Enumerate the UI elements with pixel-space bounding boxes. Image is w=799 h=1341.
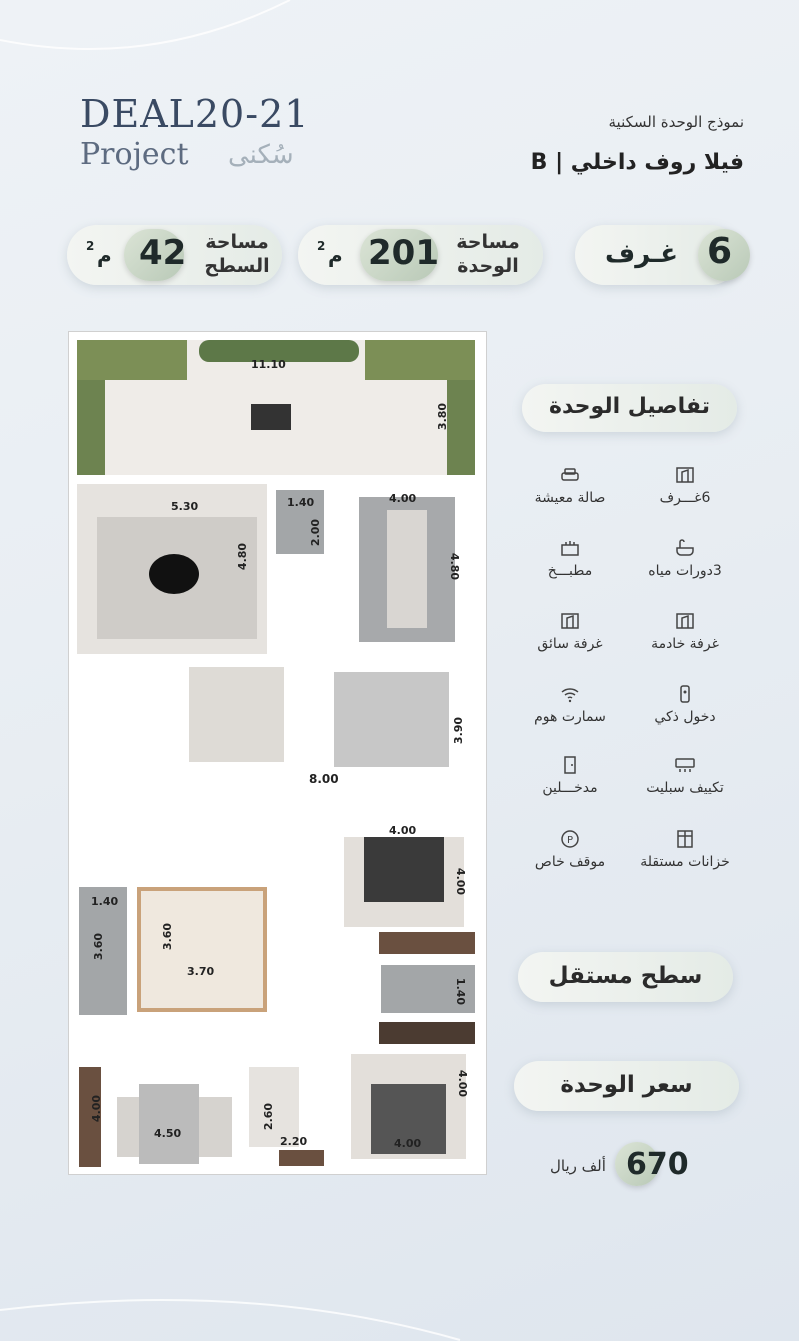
roof-area-label-1: مساحة (205, 231, 269, 253)
plan-planter (77, 380, 105, 475)
roof-area-unit: م (97, 243, 112, 267)
unit-area-sup: 2 (317, 239, 326, 253)
feature-item (505, 537, 635, 579)
roof-area-sup: 2 (86, 239, 95, 253)
plan-wardrobe (279, 1150, 324, 1166)
feature-item (620, 610, 750, 652)
unit-area-label-2: الوحدة (457, 255, 519, 277)
feature-label: غرفة سائق (537, 636, 603, 652)
door-icon (505, 754, 635, 776)
feature-label: دخول ذكي (654, 709, 716, 725)
dim-label: 3.90 (452, 716, 466, 745)
brand-arabic-logo: سُكنى (228, 140, 294, 170)
dim-label: 2.20 (280, 1135, 308, 1148)
dim-label: 4.00 (389, 492, 417, 505)
plan-bed (364, 837, 444, 902)
plan-bed (139, 1084, 199, 1164)
dim-label: 1.40 (91, 895, 119, 908)
wardrobe-icon (620, 828, 750, 850)
feature-label: 3دورات مياه (648, 563, 722, 579)
feature-label: 6غـــرف (659, 490, 711, 506)
parking-icon (505, 828, 635, 850)
feature-item (505, 828, 635, 870)
feature-label: موقف خاص (534, 854, 606, 870)
feature-label: تكييف سبليت (646, 780, 724, 796)
ac-icon (620, 754, 750, 776)
room-icon (620, 464, 750, 486)
svg-text:P: P (566, 835, 574, 846)
feature-item (620, 537, 750, 579)
rooms-pill (575, 225, 740, 285)
decor-swoosh-bottom (0, 1290, 799, 1341)
dim-label: 4.00 (394, 1137, 422, 1150)
feature-item (505, 683, 635, 725)
feature-item (620, 464, 750, 506)
unit-area-value: 201 (368, 233, 439, 273)
plan-lounge (189, 667, 284, 762)
dim-label: 4.80 (448, 552, 462, 581)
dim-label: 4.50 (154, 1127, 182, 1140)
roof-area-value: 42 (139, 233, 187, 273)
unit-area-unit: م (328, 243, 343, 267)
plan-kitchen (137, 887, 267, 1012)
unit-area-label-1: مساحة (456, 231, 520, 253)
dim-label: 4.00 (389, 824, 417, 837)
feature-label: صالة معيشة (534, 490, 606, 506)
wifi-icon (505, 683, 635, 705)
rooms-label: غـرف (605, 239, 679, 269)
room-icon (620, 610, 750, 632)
price-heading-pill (514, 1061, 739, 1111)
feature-label: غرفة خادمة (651, 636, 719, 652)
plan-wardrobe (379, 932, 475, 954)
feature-label: سمارت هوم (534, 709, 606, 725)
dim-label: 1.40 (287, 496, 315, 509)
dim-label: 3.80 (436, 402, 450, 431)
feature-item (505, 610, 635, 652)
price-heading: سعر الوحدة (560, 1072, 693, 1098)
brand-title: DEAL20-21 (80, 92, 310, 136)
dim-label: 11.10 (251, 358, 286, 371)
dim-label: 1.40 (454, 977, 468, 1006)
feature-item (505, 464, 635, 506)
dim-label: 3.70 (187, 965, 215, 978)
details-heading: تفاصيل الوحدة (548, 394, 711, 419)
model-label: نموذج الوحدة السكنية (608, 113, 744, 131)
roof-area-label-2: السطح (204, 255, 270, 277)
dim-label: 3.60 (92, 932, 106, 961)
feature-item (505, 754, 635, 796)
feature-label: مطبـــخ (547, 563, 593, 579)
plan-table (251, 404, 291, 430)
details-heading-pill (522, 384, 737, 432)
feature-item (620, 828, 750, 870)
room-icon (505, 610, 635, 632)
dim-label: 3.60 (161, 922, 175, 951)
unit-area-pill (298, 225, 543, 285)
roof-pill (518, 952, 733, 1002)
dim-label: 4.80 (236, 542, 250, 571)
feature-item (620, 683, 750, 725)
plan-lounge-rug (334, 672, 449, 767)
brand-subtitle: Project (80, 137, 189, 172)
plan-wardrobe (379, 1022, 475, 1044)
dim-label: 4.00 (454, 867, 468, 896)
floor-plan (68, 331, 487, 1175)
bathtub-icon (620, 537, 750, 559)
rooms-number: 6 (707, 231, 733, 272)
feature-label: خزانات مستقلة (640, 854, 730, 870)
dim-label: 8.00 (309, 772, 339, 786)
dim-label: 2.60 (262, 1102, 276, 1131)
kitchen-icon (505, 537, 635, 559)
dim-label: 5.30 (171, 500, 199, 513)
feature-item (620, 754, 750, 796)
dim-label: 2.00 (309, 518, 323, 547)
price-currency: ألف ريال (550, 1157, 606, 1175)
plan-planter (365, 340, 475, 380)
dim-label: 4.00 (456, 1069, 470, 1098)
roof-area-pill (67, 225, 282, 285)
plan-planter (77, 340, 187, 380)
feature-label: مدخـــلين (542, 780, 598, 796)
smart-lock-icon (620, 683, 750, 705)
price-value: 670 (626, 1147, 689, 1182)
roof-pill-label: سطح مستقل (548, 963, 703, 989)
unit-name: فيلا روف داخلي | B (530, 150, 744, 175)
plan-rock (149, 554, 199, 594)
plan-dining-table (387, 510, 427, 628)
sofa-icon (505, 464, 635, 486)
plan-planter (447, 380, 475, 475)
dim-label: 4.00 (90, 1094, 104, 1123)
